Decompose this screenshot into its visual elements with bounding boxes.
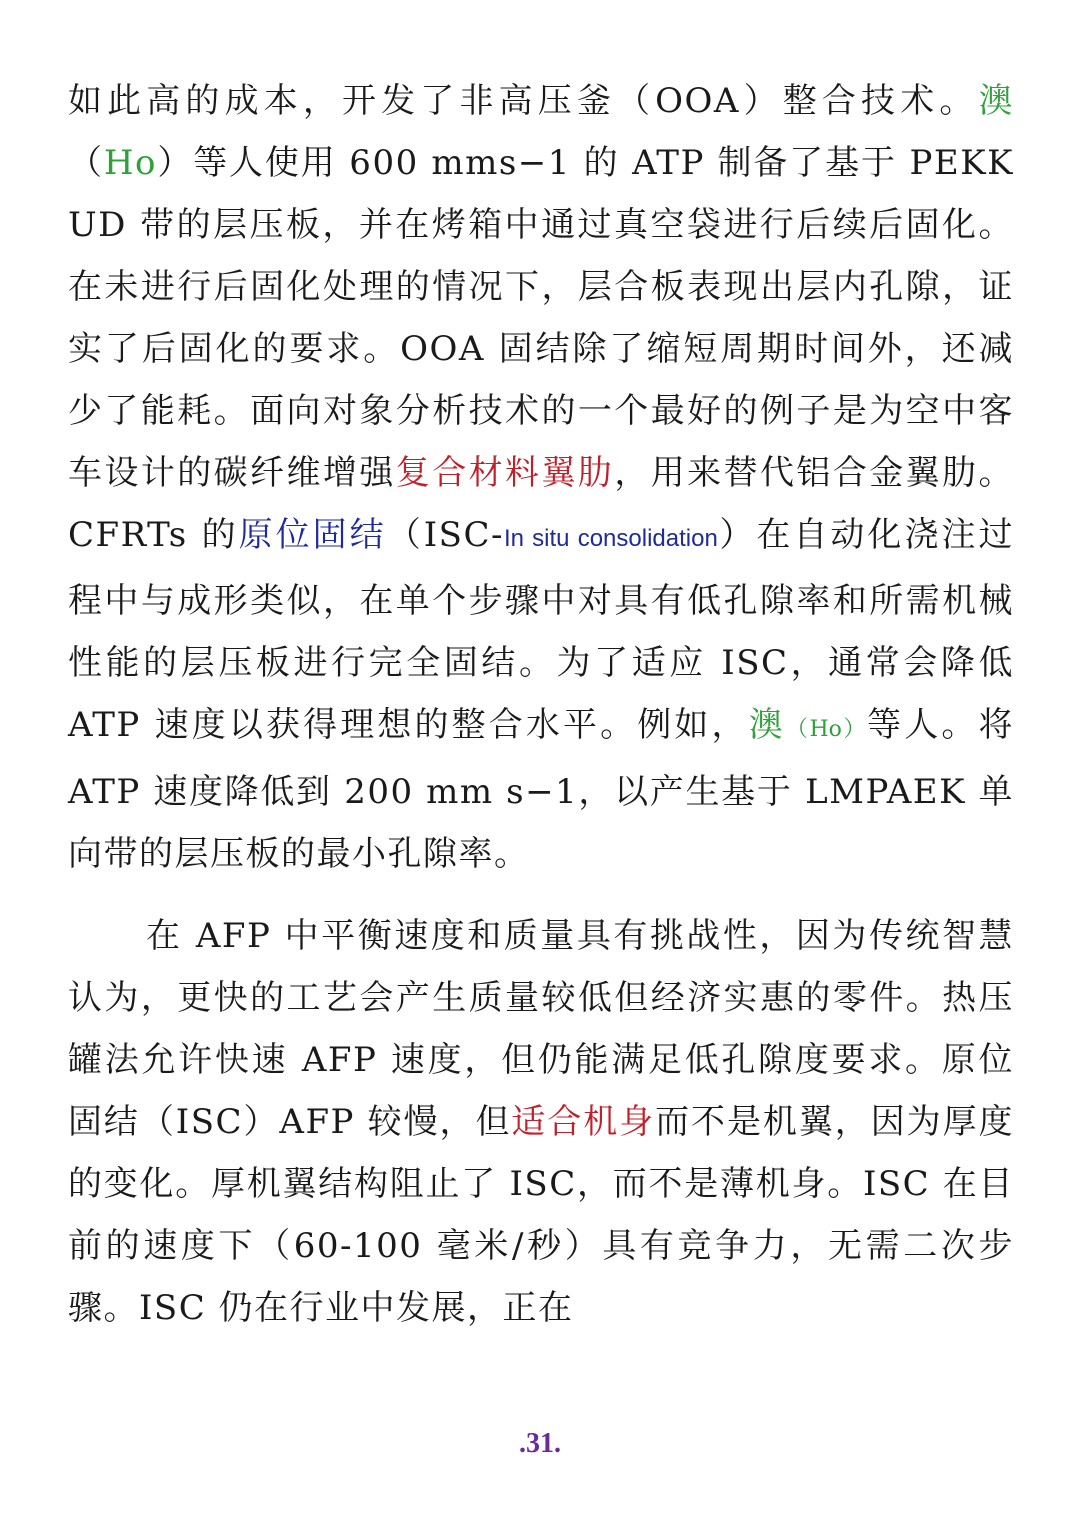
term-in-situ-english: In situ consolidation [503, 525, 718, 552]
text-segment: 如此高的成本，开发了非高压釜（OOA）整合技术。 [68, 81, 979, 121]
document-body [68, 70, 1014, 1339]
text-segment: ）等人使用 600 mms−1 的 ATP 制备了基于 PEKK UD 带的层压板，并在烤箱中通过真空袋进行后续后固化。在未进行后固化处理的情况下，层合板表现出层内孔隙，证实了后固化的要求。OOA 固结除了缩短周期时间外，还减少了能耗。面向对象分析技术的一个最好的例子是为空中客车设计的碳纤维增强 [68, 143, 1014, 493]
term-ho-2: （Ho） [785, 717, 868, 742]
term-ao: 澳 [978, 81, 1014, 121]
text-segment: 而不是机翼，因为厚度的变化。厚机翼结构阻止了 ISC，而不是薄机身。ISC 在目前的速度下（60-100 毫米/秒）具有竞争力，无需二次步骤。ISC 仍在行业中发展，正在 [68, 1102, 1015, 1328]
text-segment: （ [68, 143, 104, 183]
term-in-situ-consolidation: 原位固结 [238, 515, 387, 555]
text-segment: ，用来替代铝合金翼肋。CFRTs 的 [68, 453, 1015, 555]
text-segment: （ISC- [386, 515, 504, 555]
text-segment: ）在自动化浇注过程中与成形类似，在单个步骤中对具有低孔隙率和所需机械性能的层压板进行完全固结。为了适应 ISC，通常会降低 ATP 速度以获得理想的整合水平。例如， [68, 515, 1014, 745]
paragraph-1 [68, 70, 1014, 885]
term-ao-2: 澳 [748, 705, 786, 745]
page-number: .31. [519, 1428, 561, 1459]
highlight-fuselage: 适合机身 [511, 1102, 656, 1142]
text-segment: 等人。将 ATP 速度降低到 200 mm s−1，以产生基于 LMPAEK 单向带的层压板的最小孔隙率。 [68, 705, 1014, 874]
paragraph-2 [68, 905, 1014, 1339]
text-segment: 在 AFP 中平衡速度和质量具有挑战性，因为传统智慧认为，更快的工艺会产生质量较低但经济实惠的零件。热压罐法允许快速 AFP 速度，但仍能满足低孔隙度要求。原位固结（ISC）AFP 较慢，但 [68, 916, 1014, 1142]
highlight-composite-rib: 复合材料翼肋 [395, 453, 615, 493]
term-ho: Ho [103, 143, 157, 183]
